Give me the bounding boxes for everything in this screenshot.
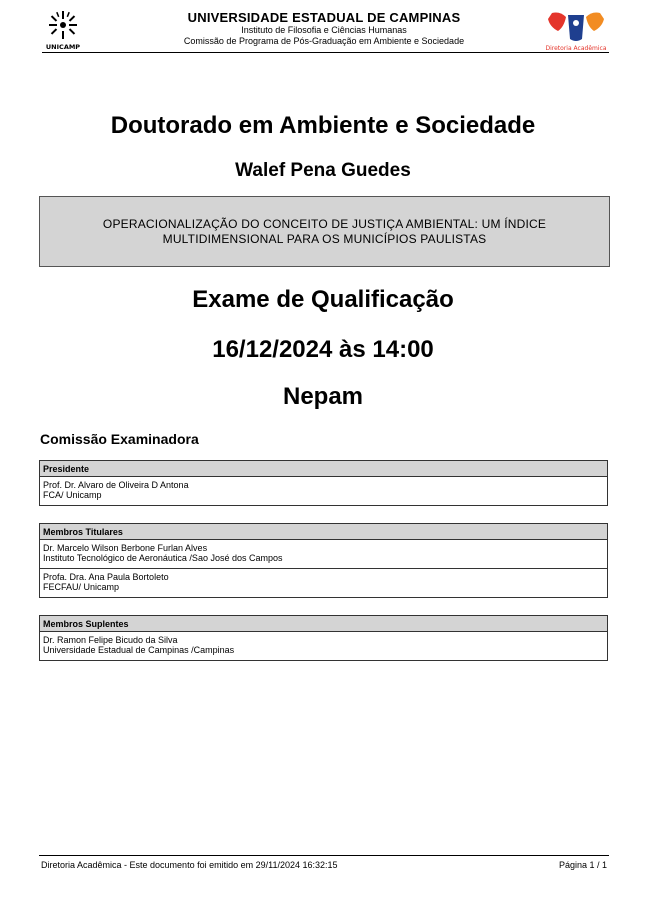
group-heading: Membros Titulares: [39, 523, 608, 540]
committee-group-suplentes: [39, 615, 608, 661]
commission-name: Comissão de Programa de Pós-Graduação em Ambiente e Sociedade: [183, 36, 465, 46]
footer-divider: [39, 855, 609, 856]
institute-name: Instituto de Filosofia e Ciências Humanas: [241, 25, 407, 35]
member-affiliation: FCA/ Unicamp: [43, 490, 102, 500]
program-title: Doutorado em Ambiente e Sociedade: [110, 112, 536, 139]
university-name: UNIVERSIDADE ESTADUAL DE CAMPINAS: [187, 10, 461, 25]
thesis-title: OPERACIONALIZAÇÃO DO CONCEITO DE JUSTIÇA AMBIENTAL: UM ÍNDICE MULTIDIMENSIONAL PARA OS MUNICÍPIOS PAULISTAS: [102, 216, 547, 246]
unicamp-logo-caption: UNICAMP: [45, 43, 81, 51]
exam-location: Nepam: [282, 383, 364, 410]
footer-issued-note: Diretoria Acadêmica - Este documento foi emitido em 29/11/2024 16:32:15: [41, 860, 338, 870]
committee-group-presidente: [39, 460, 608, 506]
header-text: [100, 10, 548, 47]
member-row: [39, 477, 608, 506]
member-affiliation: Instituto Tecnológico de Aeronáutica /Sao José dos Campos: [43, 553, 283, 563]
member-row: [39, 569, 608, 598]
diretoria-logo-caption: Diretoria Acadêmica: [545, 45, 607, 52]
member-name: Dr. Ramon Felipe Bicudo da Silva: [43, 635, 178, 645]
member-name: Dr. Marcelo Wilson Berbone Furlan Alves: [43, 543, 208, 553]
member-name: Profa. Dra. Ana Paula Bortoleto: [43, 572, 169, 582]
member-row: [39, 540, 608, 569]
header-divider: [42, 52, 609, 53]
member-name: Prof. Dr. Alvaro de Oliveira D Antona: [43, 480, 189, 490]
exam-type: Exame de Qualificação: [192, 286, 454, 313]
student-name: Walef Pena Guedes: [235, 160, 411, 181]
committee-title: Comissão Examinadora: [40, 431, 199, 447]
diretoria-academica-logo: [544, 9, 608, 53]
exam-date-time: 16/12/2024 às 14:00: [212, 336, 434, 363]
unicamp-logo: [42, 10, 84, 52]
group-heading: Presidente: [39, 460, 608, 477]
thesis-title-box: [39, 196, 610, 267]
group-heading: Membros Suplentes: [39, 615, 608, 632]
committee-group-titulares: [39, 523, 608, 598]
member-row: [39, 632, 608, 661]
page-number: Página 1 / 1: [558, 860, 607, 870]
member-affiliation: FECFAU/ Unicamp: [43, 582, 120, 592]
member-affiliation: Universidade Estadual de Campinas /Campinas: [43, 645, 235, 655]
